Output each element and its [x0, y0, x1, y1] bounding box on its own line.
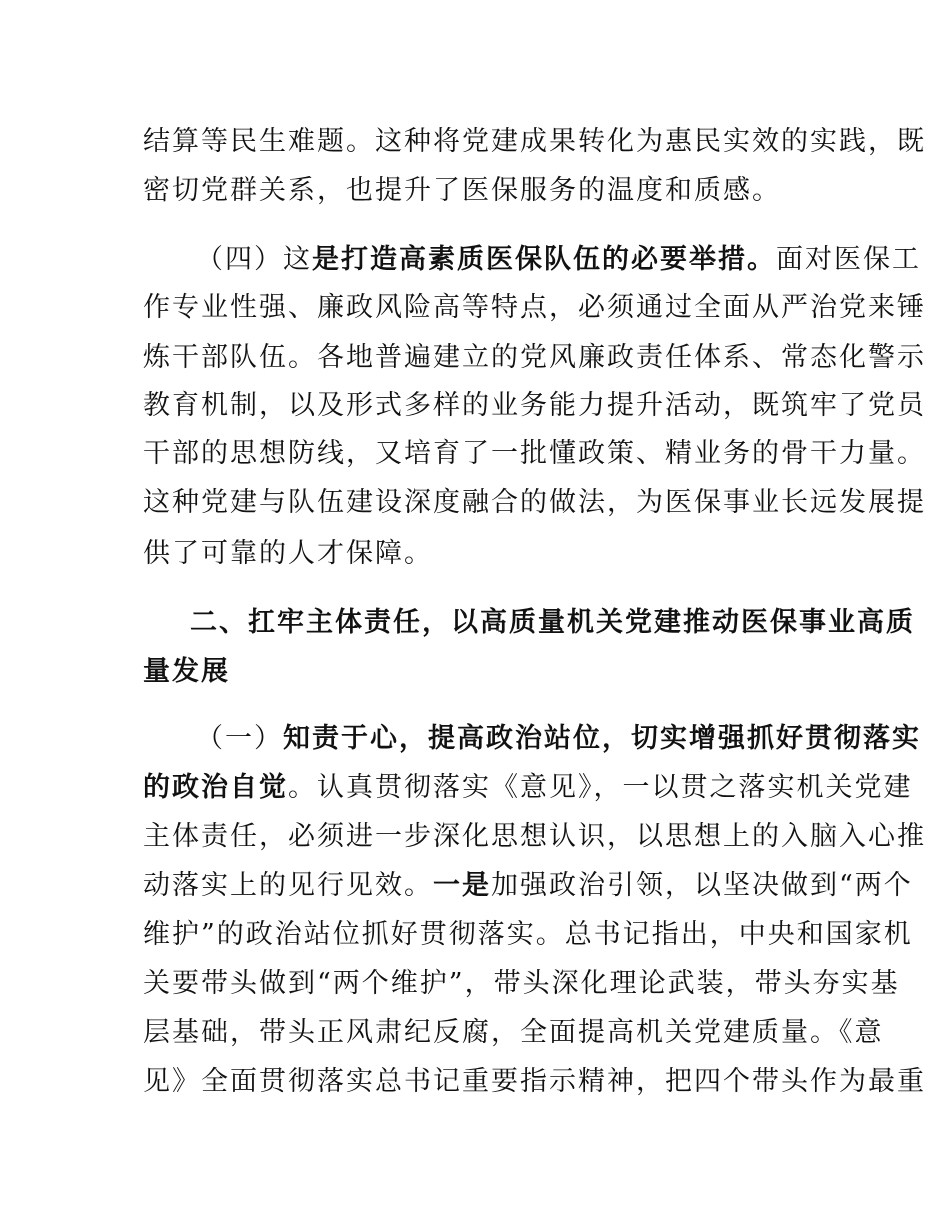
text-line: [143, 286, 926, 330]
bold-run: 知责于心，提高政治站位，切实增强抓好贯彻落实: [283, 723, 921, 754]
text-line: [143, 815, 926, 859]
text-run: 作专业性强、廉政风险高等特点，必须通过全面从严治党来锤: [143, 292, 926, 323]
section-heading-continued: [143, 650, 813, 694]
text-run: 加强政治引领，以坚决做到“两个: [491, 870, 913, 901]
text-run: 动落实上的见行见效。: [143, 870, 433, 901]
text-line: [143, 481, 926, 525]
text-run: 面对医保工: [776, 244, 921, 275]
text-line: [143, 120, 926, 164]
section-heading: [190, 601, 915, 645]
text-run: （一）: [196, 723, 283, 754]
text-run: 供了可靠的人才保障。: [143, 538, 433, 569]
text-run: 密切党群关系，也提升了医保服务的温度和质感。: [143, 175, 781, 206]
text-run: 这种党建与队伍建设深度融合的做法，为医保事业长远发展提: [143, 487, 926, 518]
subsection-heading-1: [196, 717, 921, 761]
text-line: [143, 962, 900, 1006]
text-run: 维护”的政治站位抓好贯彻落实。总书记指出，中央和国家机: [143, 919, 913, 950]
bold-run: 的政治自觉: [143, 772, 288, 803]
text-run: 干部的思想防线，又培育了一批懂政策、精业务的骨干力量。: [143, 438, 926, 469]
bold-run: 一是: [433, 870, 491, 901]
text-run: 炼干部队伍。各地普遍建立的党风廉政责任体系、常态化警示: [143, 342, 926, 373]
text-line: [143, 1011, 884, 1055]
text-run: 关要带头做到“两个维护”，带头深化理论武装，带头夯实基: [143, 968, 900, 999]
text-line: [143, 1060, 926, 1104]
text-line: [143, 766, 913, 810]
heading-text: 二、扛牢主体责任，以高质量机关党建推动医保事业高质: [190, 607, 915, 638]
text-run: 结算等民生难题。这种将党建成果转化为惠民实效的实践，既: [143, 126, 926, 157]
text-run: （四）这: [196, 244, 312, 275]
text-run: 见》全面贯彻落实总书记重要指示精神，把四个带头作为最重: [143, 1066, 926, 1097]
text-line: [143, 336, 926, 380]
text-line: [143, 864, 913, 908]
text-run: 教育机制，以及形式多样的业务能力提升活动，既筑牢了党员: [143, 390, 926, 421]
text-line: [143, 913, 913, 957]
text-line: [143, 384, 926, 428]
text-line: [143, 432, 926, 476]
bold-run: 是打造高素质医保队伍的必要举措。: [312, 244, 776, 275]
heading-text: 量发展: [143, 656, 230, 687]
text-line: [143, 532, 813, 576]
subsection-heading-4: [196, 238, 921, 282]
text-run: 主体责任，必须进一步深化思想认识，以思想上的入脑入心推: [143, 821, 926, 852]
text-run: 层基础，带头正风肃纪反腐，全面提高机关党建质量。《意: [143, 1017, 884, 1048]
text-line: [143, 169, 813, 213]
text-run: 。认真贯彻落实《意见》，一以贯之落实机关党建: [288, 772, 913, 803]
